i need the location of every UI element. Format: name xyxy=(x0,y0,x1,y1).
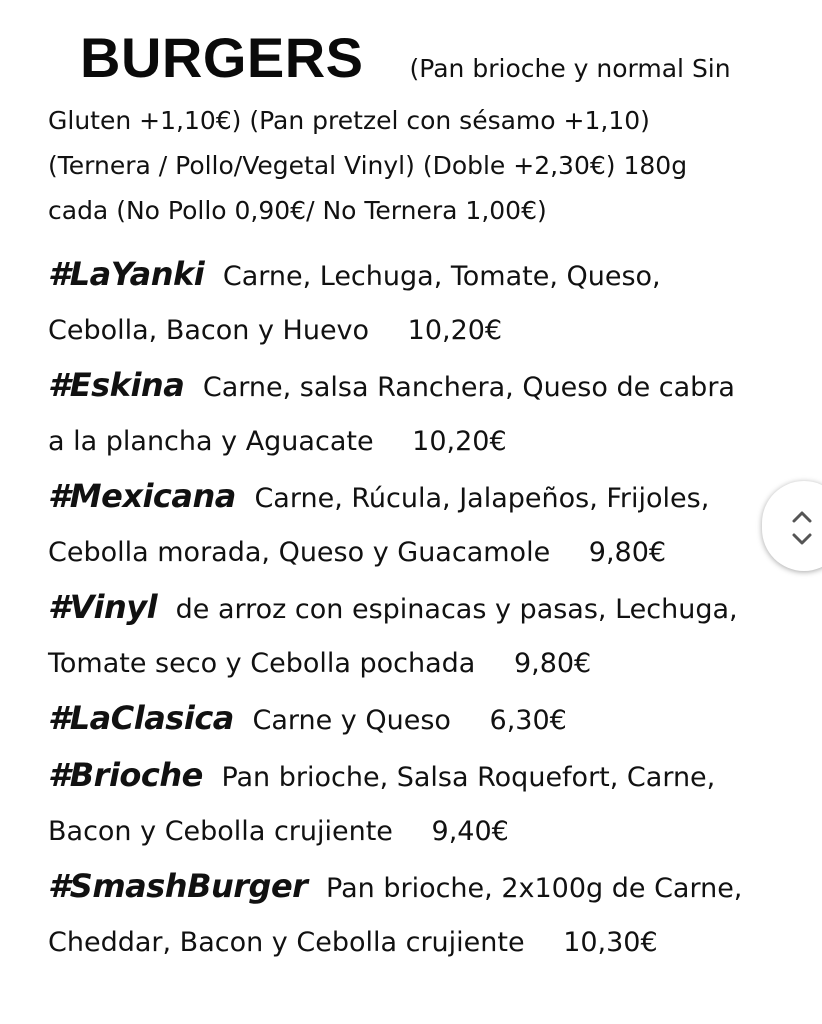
menu-item xyxy=(48,691,778,748)
section-intro-line: Gluten +1,10€) (Pan pretzel con sésamo +1,10) xyxy=(48,106,650,135)
section-header xyxy=(48,22,778,94)
section-intro-line: cada (No Pollo 0,90€/ No Ternera 1,00€) xyxy=(48,196,547,225)
menu-item-line xyxy=(48,859,778,916)
menu-item-line xyxy=(48,526,778,580)
menu-item-description: Pan brioche, 2x100g de Carne, xyxy=(326,873,743,904)
menu-item-line xyxy=(48,358,778,415)
menu-item-name: #Mexicana xyxy=(48,477,236,515)
chevron-up-icon[interactable] xyxy=(794,513,810,521)
section-intro-line: (Pan brioche y normal Sin xyxy=(409,54,731,83)
menu-item-description: de arroz con espinacas y pasas, Lechuga, xyxy=(175,594,738,625)
menu-item-price: 10,30€ xyxy=(563,927,658,958)
menu-item-price: 10,20€ xyxy=(407,315,503,346)
menu-item-line xyxy=(48,304,778,358)
menu-page xyxy=(48,22,778,970)
menu-item-description: Carne, Lechuga, Tomate, Queso, xyxy=(222,261,661,292)
menu-item-description: Cebolla, Bacon y Huevo xyxy=(48,315,370,346)
menu-item-description: Pan brioche, Salsa Roquefort, Carne, xyxy=(221,762,716,793)
menu-item-line xyxy=(48,469,778,526)
menu-item-line xyxy=(48,637,778,691)
menu-item-name: #LaYanki xyxy=(48,255,205,293)
menu-item-price: 9,80€ xyxy=(588,537,667,568)
menu-item xyxy=(48,580,778,691)
menu-item-name: #Brioche xyxy=(48,756,203,794)
menu-item-price: 9,40€ xyxy=(431,816,509,847)
menu-item-description: Cebolla morada, Queso y Guacamole xyxy=(48,537,551,568)
menu-item xyxy=(48,859,778,970)
section-title: BURGERS xyxy=(80,26,364,89)
menu-item-description: Tomate seco y Cebolla pochada xyxy=(48,648,476,679)
section-intro xyxy=(48,98,778,233)
menu-item-price: 10,20€ xyxy=(412,426,507,457)
menu-item-line xyxy=(48,247,778,304)
menu-item-name: #Eskina xyxy=(48,366,185,404)
menu-items-list xyxy=(48,247,778,970)
menu-item-line xyxy=(48,415,778,469)
menu-item xyxy=(48,358,778,469)
menu-item-name: #SmashBurger xyxy=(48,867,308,905)
menu-item-line xyxy=(48,805,778,859)
menu-item-price: 6,30€ xyxy=(489,705,567,736)
menu-item-name: #LaClasica xyxy=(48,699,234,737)
menu-item xyxy=(48,469,778,580)
menu-item-price: 9,80€ xyxy=(513,648,592,679)
section-intro-line: (Ternera / Pollo/Vegetal Vinyl) (Doble +2,30€) 180g xyxy=(48,151,688,180)
menu-item-line xyxy=(48,691,778,748)
menu-item-description: a la plancha y Aguacate xyxy=(48,426,374,457)
chevron-down-icon[interactable] xyxy=(794,535,810,543)
menu-item-line xyxy=(48,580,778,637)
menu-item-name: #Vinyl xyxy=(48,588,158,626)
menu-item-line xyxy=(48,748,778,805)
menu-item-description: Cheddar, Bacon y Cebolla crujiente xyxy=(48,927,525,958)
menu-item-description: Carne, Rúcula, Jalapeños, Frijoles, xyxy=(254,483,710,514)
menu-item-description: Carne y Queso xyxy=(252,705,451,736)
menu-item-line xyxy=(48,916,778,970)
menu-item xyxy=(48,247,778,358)
menu-item-description: Carne, salsa Ranchera, Queso de cabra xyxy=(202,372,735,403)
menu-item-description: Bacon y Cebolla crujiente xyxy=(48,816,393,847)
menu-item xyxy=(48,748,778,859)
scroll-chevrons xyxy=(784,503,822,551)
